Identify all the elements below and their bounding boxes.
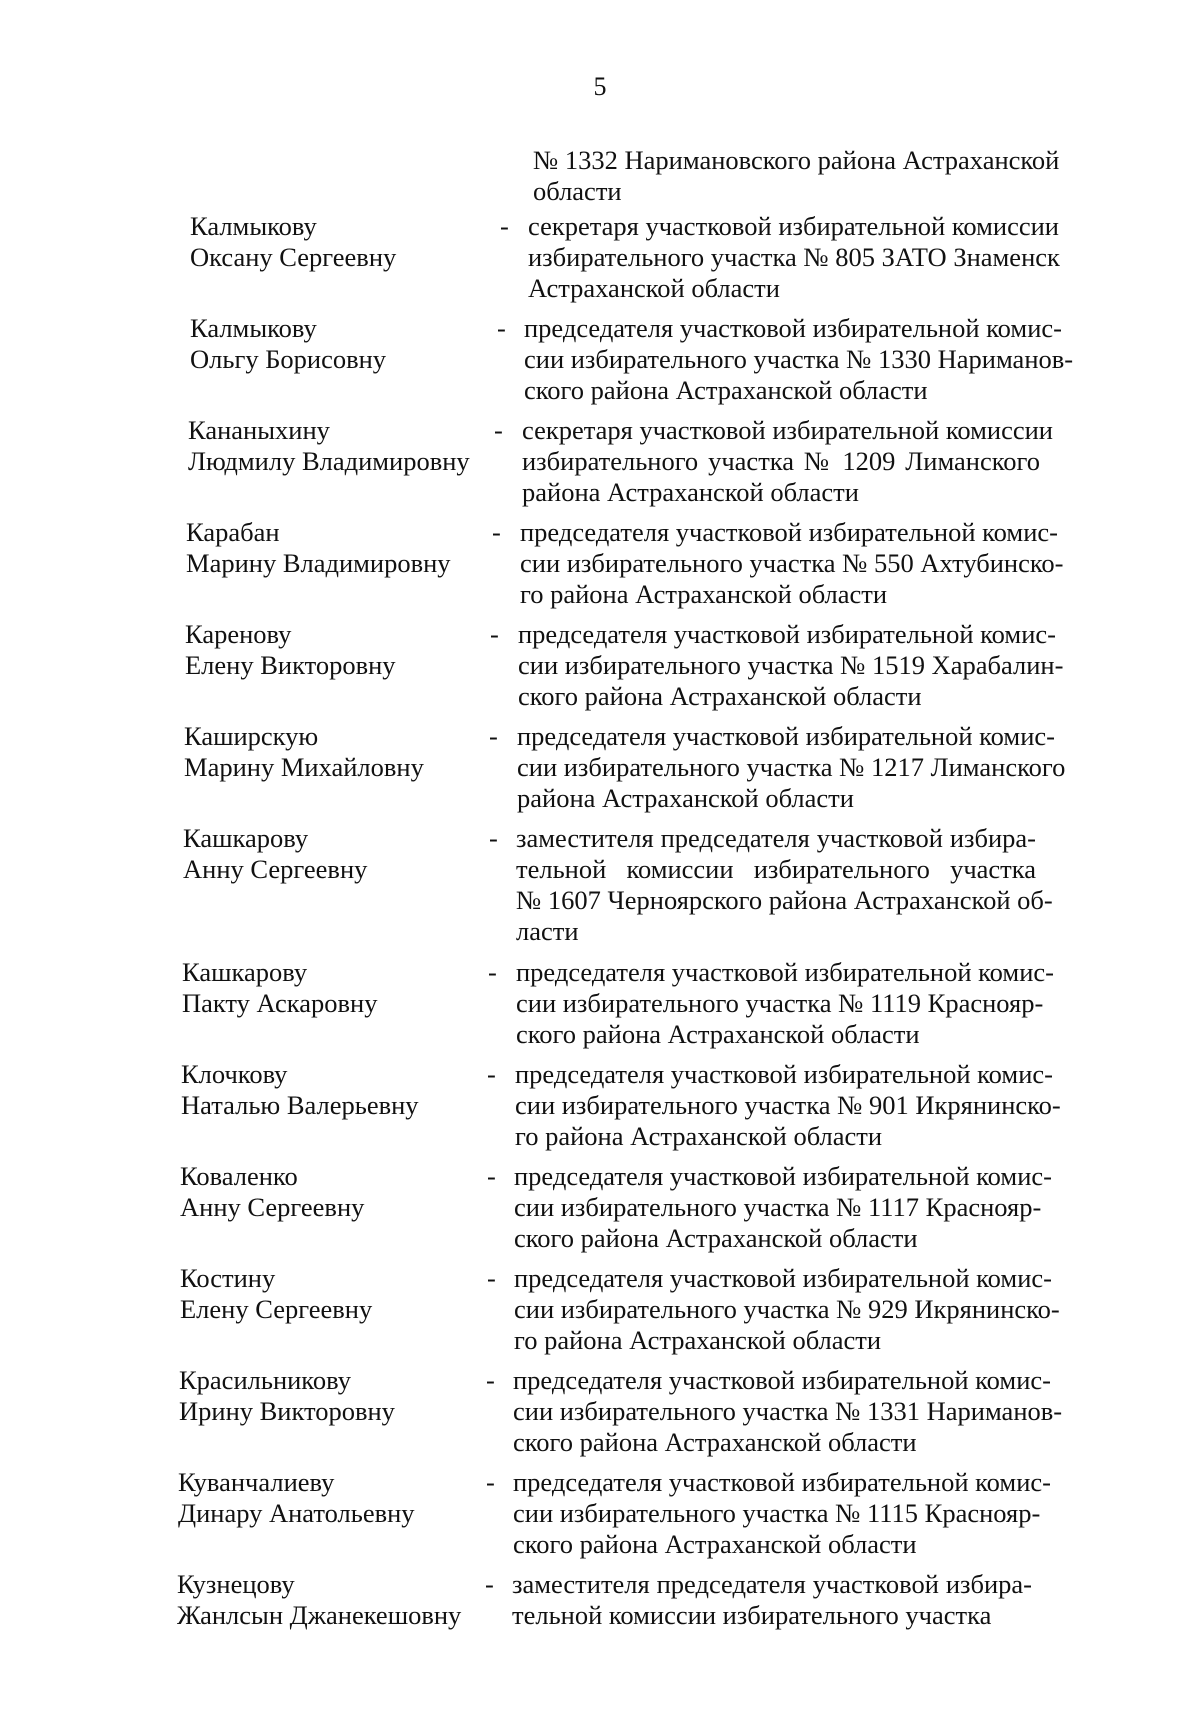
position-line: сии избирательного участка № 1217 Лиманского xyxy=(517,752,1066,782)
person-given-names: Пакту Аскаровну xyxy=(182,988,378,1018)
person-surname: Каренову xyxy=(185,619,292,649)
position-line: ского района Астраханской области xyxy=(516,1019,920,1049)
appointment-list xyxy=(0,211,1200,1667)
person-given-names: Ирину Викторовну xyxy=(179,1396,395,1426)
position-line: избирательного участка № 1209 Лиманского xyxy=(522,446,1040,476)
person-surname: Красильникову xyxy=(179,1365,351,1395)
position-line: ского района Астраханской области xyxy=(513,1529,917,1559)
separator-dash: - xyxy=(485,1569,494,1599)
appointment-entry xyxy=(0,313,1200,411)
person-surname: Коваленко xyxy=(180,1161,298,1191)
person-given-names: Марину Владимировну xyxy=(186,548,451,578)
position-description xyxy=(515,1059,1061,1152)
appointment-entry xyxy=(0,1059,1200,1157)
position-line: сии избирательного участка № 1115 Краснояр- xyxy=(513,1498,1041,1528)
person-name xyxy=(185,619,396,681)
position-line: председателя участковой избирательной комис- xyxy=(517,721,1055,751)
position-line: председателя участковой избирательной комис- xyxy=(513,1365,1051,1395)
position-line: секретаря участковой избирательной комиссии xyxy=(528,211,1059,241)
appointment-entry xyxy=(0,1569,1200,1667)
separator-dash: - xyxy=(500,211,509,241)
person-surname: Каширскую xyxy=(184,721,319,751)
position-line: района Астраханской области xyxy=(517,783,854,813)
position-line: председателя участковой избирательной комис- xyxy=(514,1263,1052,1293)
appointment-entry xyxy=(0,1263,1200,1361)
separator-dash: - xyxy=(492,517,501,547)
person-surname: Кашкарову xyxy=(182,957,308,987)
separator-dash: - xyxy=(494,415,503,445)
appointment-entry xyxy=(0,211,1200,309)
appointment-entry xyxy=(0,957,1200,1055)
appointment-entry xyxy=(0,415,1200,513)
person-name xyxy=(181,1059,419,1121)
person-surname: Кузнецову xyxy=(177,1569,295,1599)
position-line: секретаря участковой избирательной комиссии xyxy=(522,415,1053,445)
person-name xyxy=(177,1569,461,1631)
person-given-names: Ольгу Борисовну xyxy=(190,344,387,374)
position-line: сии избирательного участка № 1331 Нариманов- xyxy=(513,1396,1063,1426)
person-surname: Клочкову xyxy=(181,1059,288,1089)
position-description xyxy=(513,1365,1063,1458)
position-line: председателя участковой избирательной комис- xyxy=(518,619,1056,649)
position-line: председателя участковой избирательной комис- xyxy=(520,517,1058,547)
person-name xyxy=(182,957,377,1019)
person-name xyxy=(190,313,386,375)
person-given-names: Елену Викторовну xyxy=(185,650,396,680)
person-surname: Кананыхину xyxy=(188,415,330,445)
position-line: заместителя председателя участковой избира- xyxy=(516,823,1036,853)
person-name xyxy=(178,1467,415,1529)
position-line: ского района Астраханской области xyxy=(524,375,928,405)
position-line: сии избирательного участка № 1330 Нариманов- xyxy=(524,344,1074,374)
person-surname: Калмыкову xyxy=(190,313,317,343)
person-given-names: Марину Михайловну xyxy=(184,752,424,782)
person-given-names: Елену Сергеевну xyxy=(180,1294,373,1324)
position-line: тельной комиссии избирательного участка xyxy=(512,1600,992,1630)
position-line: председателя участковой избирательной комис- xyxy=(516,957,1054,987)
separator-dash: - xyxy=(489,823,498,853)
separator-dash: - xyxy=(487,1161,496,1191)
person-name xyxy=(186,517,451,579)
position-line: тельной комиссии избирательного участка xyxy=(516,854,1036,884)
position-line: ласти xyxy=(516,916,579,946)
person-surname: Куванчалиеву xyxy=(178,1467,335,1497)
separator-dash: - xyxy=(486,1467,495,1497)
person-name xyxy=(188,415,470,477)
person-given-names: Анну Сергеевну xyxy=(180,1192,365,1222)
position-description xyxy=(514,1263,1060,1356)
appointment-entry xyxy=(0,1161,1200,1259)
position-line: сии избирательного участка № 550 Ахтубинско- xyxy=(520,548,1064,578)
person-surname: Карабан xyxy=(186,517,280,547)
position-description xyxy=(516,823,1053,947)
person-surname: Кашкарову xyxy=(183,823,309,853)
position-line: председателя участковой избирательной комис- xyxy=(514,1161,1052,1191)
position-description xyxy=(513,1467,1051,1560)
position-line: ского района Астраханской области xyxy=(518,681,922,711)
person-given-names: Анну Сергеевну xyxy=(183,854,368,884)
separator-dash: - xyxy=(497,313,506,343)
position-line: сии избирательного участка № 1519 Харабалин- xyxy=(518,650,1064,680)
position-line: сии избирательного участка № 901 Икрянинско- xyxy=(515,1090,1061,1120)
position-line: избирательного участка № 805 ЗАТО Знаменск xyxy=(528,242,1060,272)
person-name xyxy=(180,1161,364,1223)
position-line: № 1607 Черноярского района Астраханской об- xyxy=(516,885,1053,915)
position-line: Астраханской области xyxy=(528,273,780,303)
position-line: го района Астраханской области xyxy=(514,1325,882,1355)
person-name xyxy=(184,721,424,783)
position-line: сии избирательного участка № 1117 Краснояр- xyxy=(514,1192,1042,1222)
continued-text xyxy=(533,145,1103,207)
position-description xyxy=(518,619,1064,712)
position-description xyxy=(517,721,1066,814)
appointment-entry xyxy=(0,721,1200,819)
separator-dash: - xyxy=(489,721,498,751)
separator-dash: - xyxy=(490,619,499,649)
person-given-names: Оксану Сергеевну xyxy=(190,242,397,272)
separator-dash: - xyxy=(487,1059,496,1089)
continued-line: области xyxy=(533,176,622,206)
person-name xyxy=(180,1263,372,1325)
position-line: председателя участковой избирательной комис- xyxy=(515,1059,1053,1089)
separator-dash: - xyxy=(487,1263,496,1293)
position-description xyxy=(514,1161,1052,1254)
position-line: ского района Астраханской области xyxy=(514,1223,918,1253)
position-line: района Астраханской области xyxy=(522,477,859,507)
position-description xyxy=(512,1569,1032,1631)
person-surname: Калмыкову xyxy=(190,211,317,241)
position-line: заместителя председателя участковой избира- xyxy=(512,1569,1032,1599)
person-given-names: Людмилу Владимировну xyxy=(188,446,470,476)
appointment-entry xyxy=(0,1365,1200,1463)
position-line: сии избирательного участка № 1119 Краснояр- xyxy=(516,988,1044,1018)
separator-dash: - xyxy=(488,957,497,987)
person-surname: Костину xyxy=(180,1263,276,1293)
person-given-names: Наталью Валерьевну xyxy=(181,1090,419,1120)
continued-line: № 1332 Наримановского района Астраханской xyxy=(533,145,1060,175)
position-line: председателя участковой избирательной комис- xyxy=(524,313,1062,343)
position-line: председателя участковой избирательной комис- xyxy=(513,1467,1051,1497)
position-line: го района Астраханской области xyxy=(520,579,888,609)
person-given-names: Жанлсын Джанекешовну xyxy=(177,1600,462,1630)
position-description xyxy=(528,211,1060,304)
position-description xyxy=(520,517,1064,610)
person-name xyxy=(190,211,396,273)
person-name xyxy=(183,823,367,885)
appointment-entry xyxy=(0,517,1200,615)
position-line: ского района Астраханской области xyxy=(513,1427,917,1457)
page-number: 5 xyxy=(593,72,607,101)
appointment-entry xyxy=(0,619,1200,717)
document-body xyxy=(0,145,1200,1667)
person-name xyxy=(179,1365,395,1427)
person-given-names: Динару Анатольевну xyxy=(178,1498,415,1528)
position-description xyxy=(522,415,1053,508)
separator-dash: - xyxy=(486,1365,495,1395)
position-description xyxy=(524,313,1074,406)
appointment-entry xyxy=(0,823,1200,953)
position-line: го района Астраханской области xyxy=(515,1121,883,1151)
position-line: сии избирательного участка № 929 Икрянинско- xyxy=(514,1294,1060,1324)
position-description xyxy=(516,957,1054,1050)
appointment-entry xyxy=(0,1467,1200,1565)
